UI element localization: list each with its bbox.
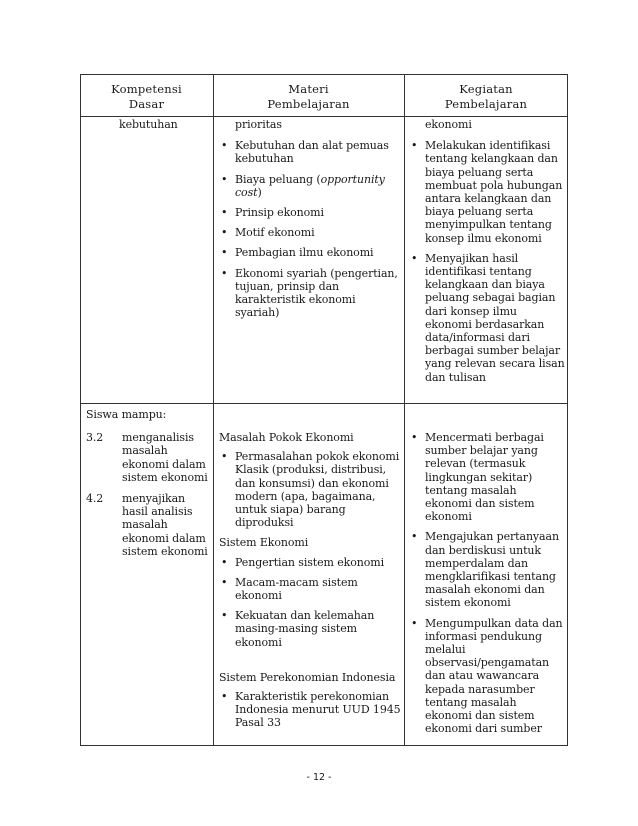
list-item: • Kekuatan dan kelemahan masing-masing sistem ekonomi — [219, 609, 401, 649]
row1-kegiatan — [409, 118, 565, 391]
kd-text: menyajikan hasil analisis masalah ekonomi dalam sistem ekonomi — [122, 492, 208, 558]
list-item: • Pembagian ilmu ekonomi — [219, 246, 401, 259]
list-item: • Prinsip ekonomi — [219, 206, 401, 219]
list-item: • Karakteristik perekonomian Indonesia menurut UUD 1945 Pasal 33 — [219, 690, 401, 730]
kd-item — [86, 492, 210, 558]
column-divider-2 — [404, 74, 405, 746]
row2-sec2-title: Sistem Ekonomi — [219, 536, 309, 550]
header-divider — [80, 116, 568, 117]
list-item: • Melakukan identifikasi tentang kelangkaan dan biaya peluang serta membuat pola hubungan antara kelangkaan dan biaya peluang serta menyimpulkan tentang konsep ilmu ekonomi — [409, 139, 565, 245]
row1-materi — [219, 118, 401, 326]
list-item: • Macam-macam sistem ekonomi — [219, 576, 401, 602]
list-item: • Pengertian sistem ekonomi — [219, 556, 401, 569]
header-kompetensi-dasar: Kompetensi Dasar — [111, 82, 182, 111]
kd-text: menganalisis masalah ekonomi dalam sistem ekonomi — [122, 431, 208, 484]
kd-number: 4.2 — [86, 492, 104, 506]
row2-sec2-list — [219, 556, 401, 649]
row2-kd — [86, 408, 210, 566]
list-item: • Motif ekonomi — [219, 226, 401, 239]
row2-sec3-list — [219, 690, 401, 730]
row1-kegiatan-intro: ekonomi — [425, 118, 472, 131]
row2-sec1-list — [219, 450, 401, 529]
kd-item — [86, 431, 210, 484]
row-divider — [80, 403, 568, 404]
row1-kd: kebutuhan — [119, 118, 178, 131]
list-item: • Biaya peluang (opportunity cost) — [219, 173, 401, 199]
page-number: - 12 - — [306, 772, 332, 783]
list-item: • Permasalahan pokok ekonomi Klasik (produksi, distribusi, dan konsumsi) dan ekonomi modern (apa, bagaimana, untuk siapa) barang diproduksi — [219, 450, 401, 529]
row2-sec3-title: Sistem Perekonomian Indonesia — [219, 670, 396, 684]
kd-number: 3.2 — [86, 431, 104, 445]
row2-kegiatan — [409, 431, 565, 742]
list-item: • Mengajukan pertanyaan dan berdiskusi untuk memperdalam dan mengklarifikasi tentang masalah ekonomi dan sistem ekonomi — [409, 530, 565, 609]
column-divider-1 — [213, 74, 214, 746]
row1-kegiatan-list — [409, 139, 565, 384]
list-item: • Ekonomi syariah (pengertian, tujuan, prinsip dan karakteristik ekonomi syariah) — [219, 267, 401, 320]
row2-intro: Siswa mampu: — [86, 408, 167, 421]
list-item: • Mengumpulkan data dan informasi pendukung melalui observasi/pengamatan dan atau wawancara kepada narasumber tentang masalah ekonomi dan sistem ekonomi dari sumber — [409, 617, 565, 736]
row2-materi — [219, 431, 401, 737]
list-item: • Kebutuhan dan alat pemuas kebutuhan — [219, 139, 401, 165]
header-materi-pembelajaran: Materi Pembelajaran — [267, 82, 350, 111]
header-kegiatan-pembelajaran: Kegiatan Pembelajaran — [444, 82, 528, 111]
list-item: • Menyajikan hasil identifikasi tentang kelangkaan dan biaya peluang sebagai bagian dari konsep ilmu ekonomi berdasarkan data/informasi dari berbagai sumber belajar yang relevan secara lisan dan tulisan — [409, 252, 565, 384]
row2-kegiatan-list — [409, 431, 565, 735]
term-italic: opportunity cost — [235, 172, 385, 199]
list-item: • Mencermati berbagai sumber belajar yang relevan (termasuk lingkungan sekitar) tentang masalah ekonomi dan sistem ekonomi — [409, 431, 565, 523]
row2-kd-list — [86, 431, 210, 558]
row1-materi-intro: prioritas — [235, 118, 282, 131]
row2-sec1-title: Masalah Pokok Ekonomi — [219, 431, 354, 444]
row1-materi-list — [219, 139, 401, 319]
